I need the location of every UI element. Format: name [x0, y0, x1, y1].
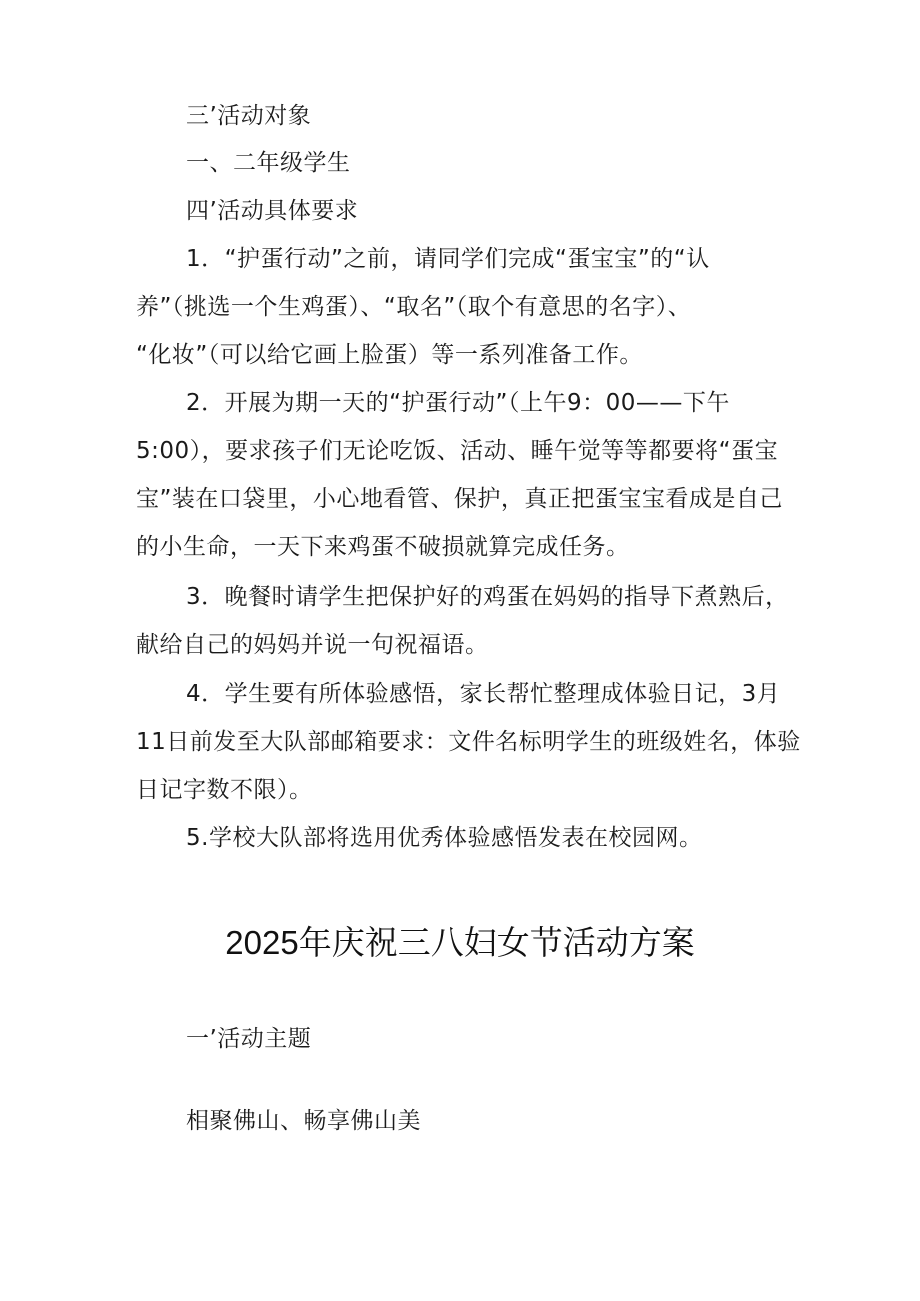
document-title: 2025年庆祝三八妇女节活动方案 [225, 924, 695, 961]
item-4-line-2: 11日前发至大队部邮箱要求：文件名标明学生的班级姓名，体验 [136, 729, 801, 755]
item-4-line-3: 日记字数不限）。 [136, 777, 313, 803]
item-1-line-3: “化妆”（可以给它画上脸蛋）等一系列准备工作。 [136, 342, 643, 368]
item-5-line-1: 5.学校大队部将选用优秀体验感悟发表在校园网。 [186, 825, 703, 851]
section-4-heading: 四’活动具体要求 [186, 198, 359, 224]
item-3-line-2: 献给自己的妈妈并说一句祝福语。 [136, 632, 489, 658]
item-2-line-1: 2．开展为期一天的“护蛋行动”（上午9：00——下午 [186, 390, 730, 416]
section-3-heading: 三’活动对象 [186, 103, 312, 129]
doc2-theme: 相聚佛山、畅享佛山美 [186, 1108, 421, 1134]
item-2-line-4: 的小生命，一天下来鸡蛋不破损就算完成任务。 [136, 534, 630, 560]
item-3-line-1: 3．晚餐时请学生把保护好的鸡蛋在妈妈的指导下煮熟后， [186, 584, 789, 610]
item-2-line-3: 宝”装在口袋里，小心地看管、保护，真正把蛋宝宝看成是自己 [136, 486, 783, 512]
item-2-line-2: 5:00），要求孩子们无论吃饭、活动、睡午觉等等都要将“蛋宝 [136, 438, 779, 464]
section-3-content: 一、二年级学生 [186, 150, 351, 176]
item-1-line-2: 养”（挑选一个生鸡蛋）、“取名”（取个有意思的名字）、 [136, 294, 692, 320]
doc2-section-1-heading: 一’活动主题 [186, 1026, 312, 1052]
item-1-line-1: 1．“护蛋行动”之前，请同学们完成“蛋宝宝”的“认 [186, 246, 710, 272]
item-4-line-1: 4．学生要有所体验感悟，家长帮忙整理成体验日记，3月 [186, 681, 781, 707]
